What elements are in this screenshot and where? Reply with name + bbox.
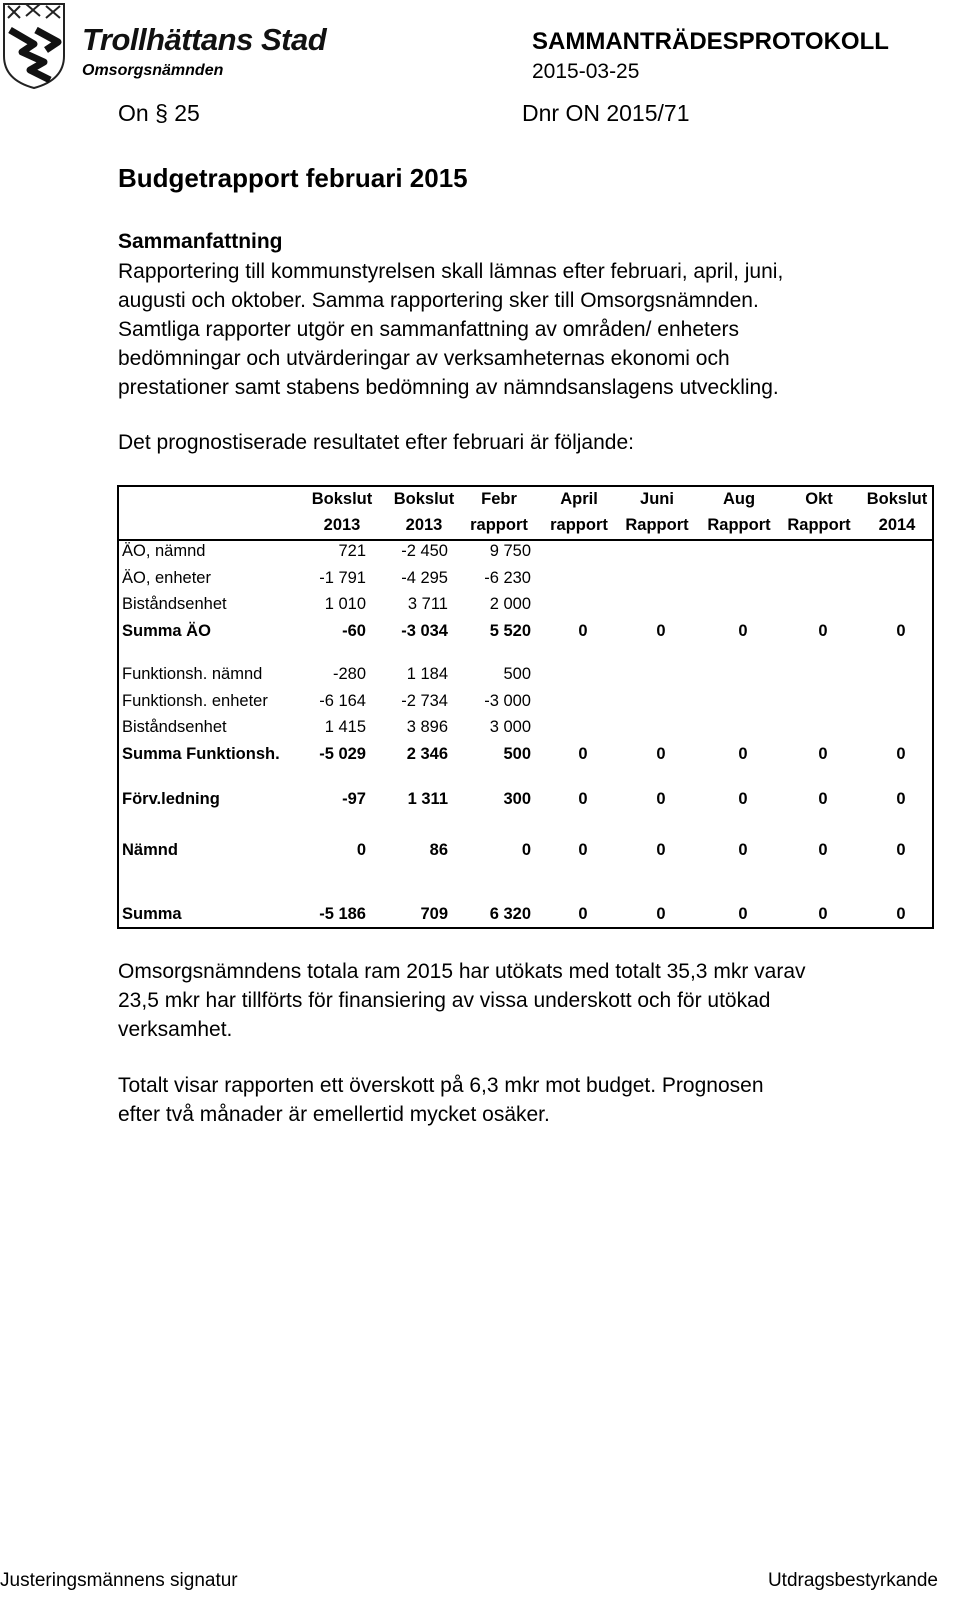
table-cell: -2 734 [401, 692, 448, 710]
column-header: 2013 [323, 516, 361, 534]
text-line: Totalt visar rapporten ett överskott på 6,3 mkr mot budget. Prognosen [118, 1074, 764, 1097]
table-cell: 0 [818, 622, 828, 640]
table-cell: 2 000 [489, 595, 531, 613]
column-header: rapport [550, 516, 608, 534]
table-cell: 1 311 [407, 790, 448, 808]
table-cell: 300 [503, 790, 531, 808]
column-header: Juni [640, 490, 674, 508]
table-cell: 1 184 [406, 665, 448, 683]
document-date: 2015-03-25 [532, 60, 640, 83]
column-header: 2013 [405, 516, 443, 534]
table-cell: 6 320 [489, 905, 531, 923]
table-cell: -2 450 [401, 542, 448, 560]
paragraph-number: On § 25 [118, 100, 200, 126]
table-cell: -3 034 [401, 622, 448, 640]
table-cell: 1 010 [324, 595, 366, 613]
table-cell: -280 [332, 665, 366, 683]
table-cell: 3 896 [406, 718, 448, 736]
column-header: Rapport [707, 516, 771, 534]
row-label: Nämnd [122, 841, 178, 859]
signature-label: Justeringsmännens signatur [0, 1570, 238, 1591]
table-cell: -5 029 [319, 745, 366, 763]
text-line: augusti och oktober. Samma rapportering sker till Omsorgsnämnden. [118, 289, 759, 312]
table-cell: 0 [356, 841, 366, 859]
table-cell: 5 520 [489, 622, 531, 640]
department-name: Omsorgsnämnden [82, 62, 224, 79]
table-cell: -1 791 [319, 569, 366, 587]
text-line: Det prognostiserade resultatet efter februari är följande: [118, 431, 634, 454]
text-line: verksamhet. [118, 1018, 233, 1041]
table-cell: 0 [738, 841, 748, 859]
table-cell: -5 186 [319, 905, 366, 923]
table-cell: 0 [818, 841, 828, 859]
table-cell: 1 415 [324, 718, 366, 736]
column-header: Bokslut [866, 490, 928, 508]
table-cell: 0 [818, 745, 828, 763]
table-cell: 0 [896, 745, 906, 763]
table-cell: 0 [656, 905, 666, 923]
table-cell: 3 711 [407, 595, 448, 613]
column-header: Okt [805, 490, 833, 508]
text-line: Omsorgsnämndens totala ram 2015 har utökats med totalt 35,3 mkr varav [118, 960, 806, 983]
case-number: Dnr ON 2015/71 [522, 100, 690, 126]
text-line: 23,5 mkr har tillförts för finansiering av vissa underskott och för utökad [118, 989, 771, 1012]
table-cell: 2 346 [406, 745, 448, 763]
column-header: Aug [722, 490, 756, 508]
table-cell: 500 [503, 665, 531, 683]
column-header: Bokslut [311, 490, 373, 508]
row-label: Summa [122, 905, 182, 923]
table-cell: 0 [738, 745, 748, 763]
summary-paragraph [118, 257, 948, 402]
column-header: Febr [481, 490, 517, 508]
column-header: rapport [470, 516, 528, 534]
header-divider [119, 539, 932, 541]
table-cell: 0 [656, 622, 666, 640]
table-cell: 721 [338, 542, 366, 560]
certification-label: Utdragsbestyrkande [767, 1570, 938, 1591]
text-line: bedömningar och utvärderingar av verksamheternas ekonomi och [118, 347, 730, 370]
table-cell: 0 [896, 905, 906, 923]
table-cell: -6 230 [484, 569, 531, 587]
municipal-crest-logo [0, 0, 70, 90]
row-label: Funktionsh. enheter [122, 692, 268, 710]
organization-name: Trollhättans Stad [82, 22, 327, 57]
conclusion-paragraph [118, 1071, 948, 1129]
table-cell: -97 [342, 790, 366, 808]
text-line: Samtliga rapporter utgör en sammanfattning av områden/ enheters [118, 318, 740, 341]
table-cell: 0 [656, 790, 666, 808]
forecast-intro-paragraph [118, 428, 948, 457]
table-cell: 0 [896, 790, 906, 808]
table-cell: 0 [578, 905, 588, 923]
table-cell: 9 750 [489, 542, 531, 560]
row-label: ÄO, enheter [122, 569, 211, 587]
column-header: Rapport [625, 516, 689, 534]
table-cell: 0 [738, 905, 748, 923]
text-line: prestationer samt stabens bedömning av nämndsanslagens utveckling. [118, 376, 779, 399]
table-cell: 0 [656, 841, 666, 859]
row-label: Förv.ledning [122, 790, 220, 808]
budget-frame-paragraph [118, 957, 948, 1044]
table-cell: -4 295 [401, 569, 448, 587]
row-label: Summa Funktionsh. [122, 745, 280, 763]
table-cell: 86 [429, 841, 448, 859]
row-label: Funktionsh. nämnd [122, 665, 263, 683]
table-cell: 0 [896, 841, 906, 859]
row-label: Summa ÄO [122, 622, 211, 640]
table-cell: -60 [342, 622, 366, 640]
table-cell: 500 [503, 745, 531, 763]
budget-table [117, 485, 934, 929]
table-cell: 0 [578, 841, 588, 859]
section-heading: Sammanfattning [118, 230, 283, 253]
table-cell: 0 [521, 841, 531, 859]
text-line: efter två månader är emellertid mycket osäker. [118, 1103, 550, 1126]
table-cell: 0 [738, 790, 748, 808]
row-label: Biståndsenhet [122, 595, 227, 613]
text-line: Rapportering till kommunstyrelsen skall lämnas efter februari, april, juni, [118, 260, 784, 283]
column-header: 2014 [878, 516, 916, 534]
column-header: Bokslut [393, 490, 455, 508]
table-cell: -3 000 [484, 692, 531, 710]
table-cell: 0 [578, 790, 588, 808]
table-cell: 3 000 [489, 718, 531, 736]
document-type: SAMMANTRÄDESPROTOKOLL [532, 28, 889, 55]
row-label: Biståndsenhet [122, 718, 227, 736]
page-title: Budgetrapport februari 2015 [118, 163, 468, 193]
row-label: ÄO, nämnd [122, 542, 206, 560]
table-cell: 0 [738, 622, 748, 640]
table-cell: 0 [578, 622, 588, 640]
table-cell: 0 [896, 622, 906, 640]
table-cell: 709 [420, 905, 448, 923]
table-cell: 0 [818, 905, 828, 923]
column-header: Rapport [787, 516, 851, 534]
table-cell: 0 [656, 745, 666, 763]
table-cell: 0 [818, 790, 828, 808]
table-cell: 0 [578, 745, 588, 763]
table-cell: -6 164 [319, 692, 366, 710]
column-header: April [560, 490, 598, 508]
